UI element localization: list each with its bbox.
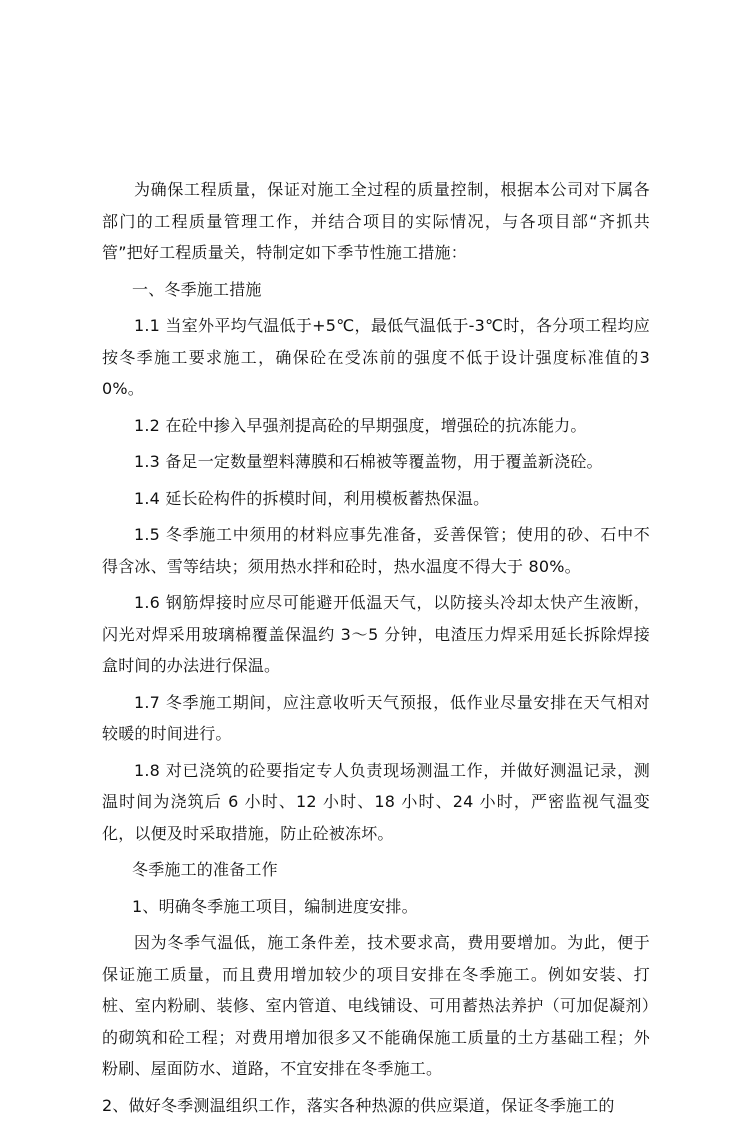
intro-paragraph: 为确保工程质量，保证对施工全过程的质量控制，根据本公司对下属各部门的工程质量管理工作，并结合项目的实际情况，与各项目部“齐抓共管”把好工程质量关，特制定如下季节性施工措施： bbox=[102, 180, 650, 262]
clause-1-2: 1.2 在砼中掺入早强剂提高砼的早期强度，增强砼的抗冻能力。 bbox=[134, 415, 587, 435]
document-body bbox=[102, 174, 650, 1126]
clause-1-7: 1.7 冬季施工期间，应注意收听天气预报，低作业尽量安排在天气相对较暖的时间进行。 bbox=[102, 692, 650, 743]
clause-1-8: 1.8 对已浇筑的砼要指定专人负责现场测温工作，并做好测温记录，测温时间为浇筑后 6 小时、12 小时、18 小时、24 小时，严密监视气温变化，以便及时采取措施，防止砼被冻坏。 bbox=[102, 760, 650, 843]
prep-paragraph: 因为冬季气温低，施工条件差，技术要求高，费用要增加。为此，便于保证施工质量，而且费用增加较少的项目安排在冬季施工。例如安装、打桩、室内粉刷、装修、室内管道、电线铺设、可用蓄热法养护（可加促凝剂）的砌筑和砼工程；对费用增加很多又不能确保施工质量的土方基础工程；外粉刷、屋面防水、道路，不宜安排在冬季施工。 bbox=[102, 933, 650, 1078]
prep-item-2: 2、做好冬季测温组织工作，落实各种热源的供应渠道，保证冬季施工的 bbox=[102, 1095, 615, 1115]
section-heading: 一、冬季施工措施 bbox=[132, 279, 262, 299]
prep-item-1: 1、明确冬季施工项目，编制进度安排。 bbox=[132, 896, 418, 916]
prep-heading: 冬季施工的准备工作 bbox=[132, 860, 278, 879]
clause-1-4: 1.4 延长砼构件的拆模时间，利用模板蓄热保温。 bbox=[134, 488, 490, 508]
clause-1-6: 1.6 钢筋焊接时应尽可能避开低温天气，以防接头冷却太快产生液断，闪光对焊采用玻璃棉覆盖保温约 3～5 分钟，电渣压力焊采用延长拆除焊接盒时间的办法进行保温。 bbox=[102, 593, 650, 675]
clause-1-1: 1.1 当室外平均气温低于+5℃，最低气温低于-3℃时，各分项工程均应按冬季施工要求施工，确保砼在受冻前的强度不低于设计强度标准值的30%。 bbox=[102, 316, 650, 398]
clause-1-5: 1.5 冬季施工中须用的材料应事先准备，妥善保管；使用的砂、石中不得含冰、雪等结块；须用热水拌和砼时，热水温度不得大于 80%。 bbox=[102, 525, 650, 576]
clause-1-3: 1.3 备足一定数量塑料薄膜和石棉被等覆盖物，用于覆盖新浇砼。 bbox=[134, 452, 603, 471]
